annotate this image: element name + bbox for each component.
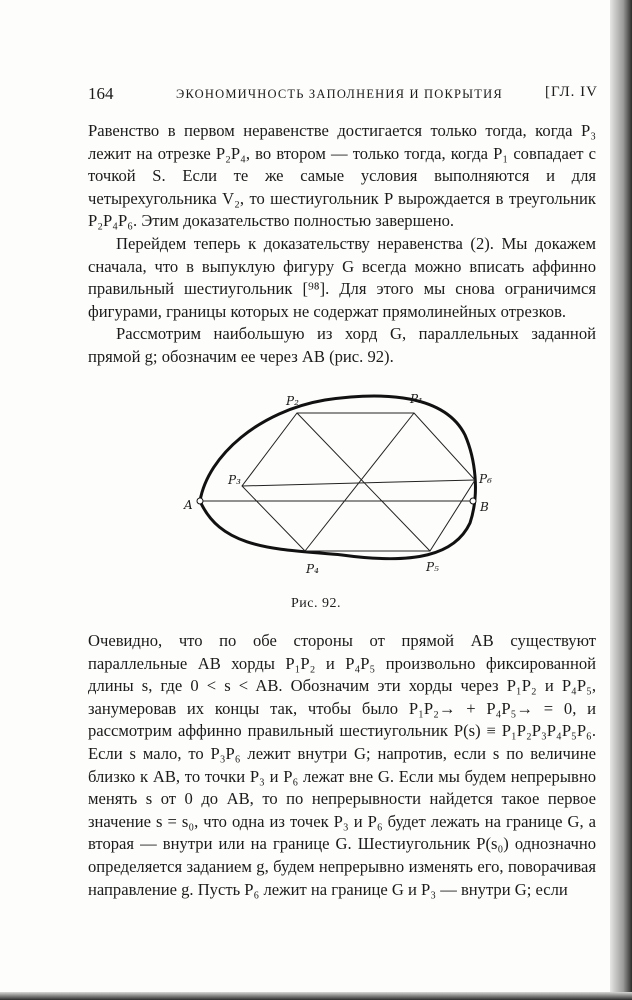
label-A: A (184, 498, 193, 512)
label-B: B (480, 500, 489, 514)
chapter-marker: [ГЛ. IV (544, 84, 598, 100)
label-P5: P₅ (426, 560, 439, 574)
text-block-bottom (88, 630, 596, 901)
running-header (88, 84, 598, 106)
text-block-top (88, 120, 596, 369)
point-A (197, 498, 203, 504)
paragraph: Равенство в первом неравенстве достигается только тогда, когда P₃ лежит на отрезке P₂P₄, во втором — только тогда, когда P₁ совпадает с точкой S. Если те же самые условия выполняются и для четырехугольника V₂, то шестиугольник P вырождается в треугольник P₂P₄P₆. Этим доказательство полностью завершено. (88, 121, 596, 231)
label-P4: P₄ (306, 562, 319, 576)
point-B (470, 498, 476, 504)
paragraph: Перейдем теперь к доказательству неравенства (2). Мы докажем сначала, что в выпуклую фигуру G всегда можно вписать аффинно правильный шестиугольник [⁹⁸]. Для этого мы снова ограничимся фигурами, границы которых не содержат прямолинейных отрезков. (88, 233, 596, 321)
page-bottom-edge (0, 992, 632, 1000)
convex-figure-boundary (200, 396, 475, 559)
page-number: 164 (88, 84, 114, 103)
label-P2: P₂ (286, 394, 299, 408)
label-P3: P₃ (228, 473, 241, 487)
label-P1: P₁ (410, 392, 423, 406)
book-spine-shadow (610, 0, 632, 1000)
running-title: ЭКОНОМИЧНОСТЬ ЗАПОЛНЕНИЯ И ПОКРЫТИЯ (176, 87, 503, 101)
figure-92 (170, 383, 500, 588)
paragraph: Очевидно, что по обе стороны от прямой AB существуют параллельные AB хорды P₁P₂ и P₄P₅ произвольно фиксированной длины s, где 0 < s < AB. Обозначим эти хорды через P₁P₂ и P₄P₅, занумеровав их концы так, чтобы было P₁P₂→ + P₄P₅→ = 0, и рассмотрим аффинно правильный шестиугольник P(s) ≡ P₁P₂P₃P₄P₅P₆. Если s мало, то P₃P₆ лежит внутри G; напротив, если s по величине близко к AB, то точки P₃ и P₆ лежат вне G. Если мы будем непрерывно менять s от 0 до AB, то по непрерывности найдется такое первое значение s = s₀, что одна из точек P₃ и P₆ будет лежать на границе G, а вторая — внутри или на границе G. Шестиугольник P(s₀) однозначно определяется заданием g, будем непрерывно изменять его, поворачивая направление g. Пусть P₆ лежит на границе G и P₃ — внутри G; если (88, 631, 596, 899)
paragraph: Рассмотрим наибольшую из хорд G, параллельных заданной прямой g; обозначим ее через AB (рис. 92). (88, 324, 596, 366)
inscribed-hexagon (242, 413, 475, 551)
figure-caption: Рис. 92. (291, 596, 341, 611)
hexagon-diagram (170, 383, 500, 588)
label-P6: P₆ (479, 472, 492, 486)
